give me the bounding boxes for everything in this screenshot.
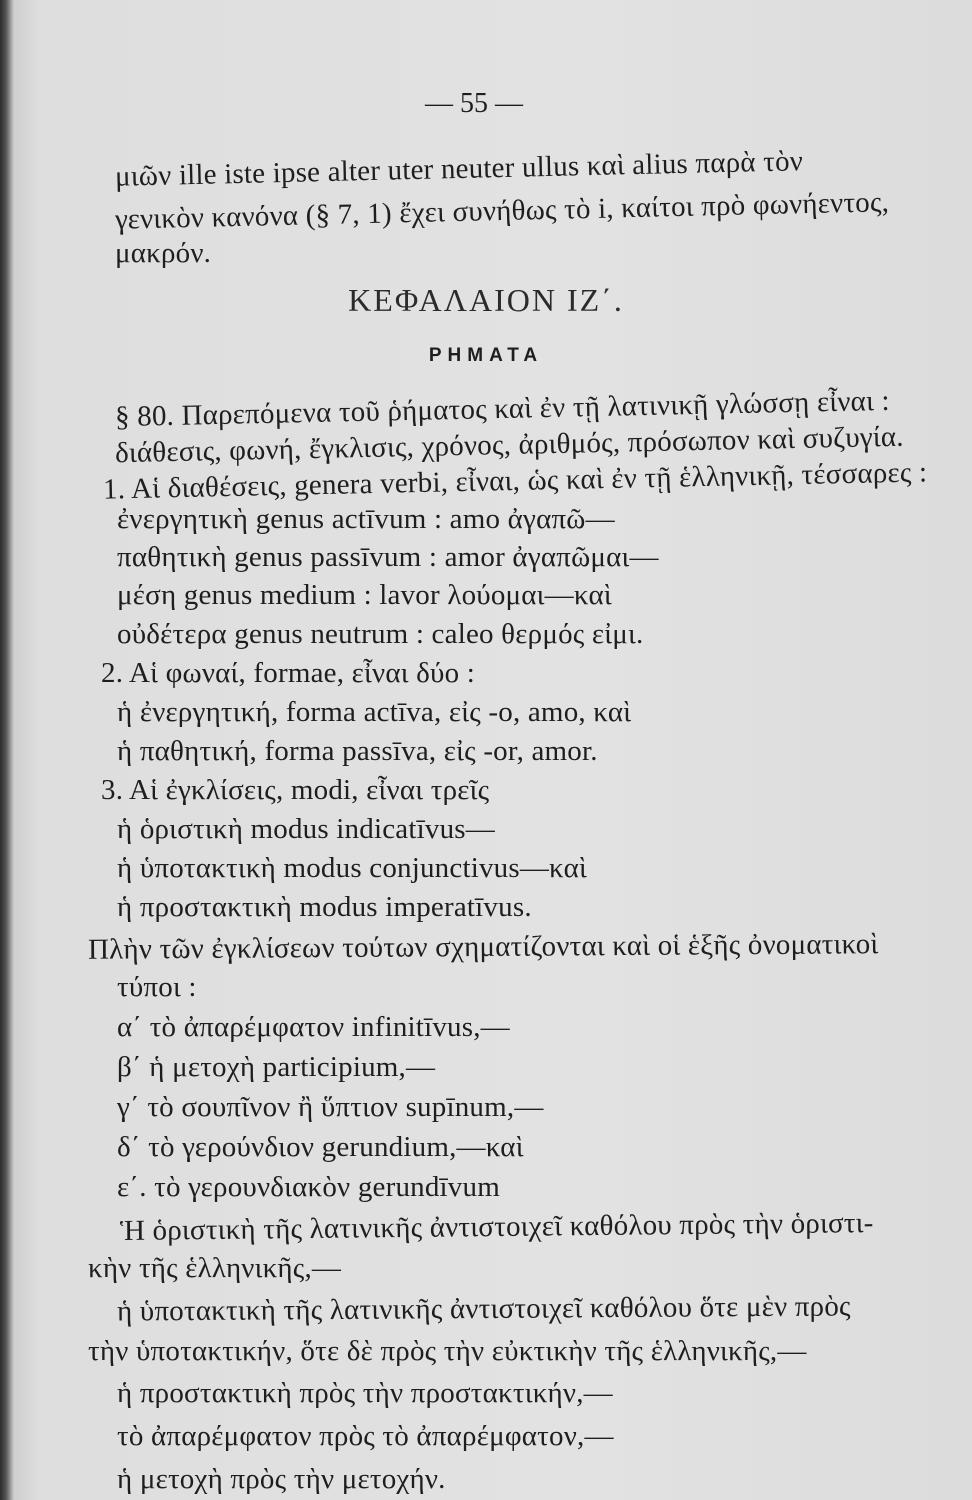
- page-number: — 55 —: [425, 88, 523, 119]
- list-item: ἡ παθητική, forma passīva, εἰς -or, amor.: [117, 735, 598, 767]
- chapter-title: ΚΕΦΑΛΑΙΟΝ ΙΖ΄.: [348, 282, 624, 318]
- paragraph-line: τὴν ὑποτακτικήν, ὅτε δὲ πρὸς τὴν εὐκτικὴν τῆς ἑλληνικῆς,—: [88, 1335, 807, 1367]
- paragraph-line: ἡ ὑποτακτικὴ τῆς λατινικῆς ἀντιστοιχεῖ καθόλου ὅτε μὲν πρὸς: [116, 1290, 851, 1328]
- paragraph-line: 2. Αἱ φωναί, formae, εἶναι δύο :: [101, 657, 476, 689]
- paragraph-line: 3. Αἱ ἐγκλίσεις, modi, εἶναι τρεῖς: [101, 774, 490, 806]
- paragraph-line: τύποι :: [117, 971, 197, 1003]
- paragraph-line: διάθεσις, φωνή, ἔγκλισις, χρόνος, ἀριθμός, πρόσωπον καὶ συζυγία.: [114, 420, 905, 470]
- intro-line: μιῶν ille iste ipse alter uter neuter ullus καὶ alius παρὰ τὸν: [114, 145, 804, 193]
- paragraph-line: § 80. Παρεπόμενα τοῦ ῥήματος καὶ ἐν τῇ λατινικῇ γλώσσῃ εἶναι :: [114, 384, 891, 434]
- intro-line: μακρόν.: [115, 237, 212, 269]
- list-item: ἡ προστακτικὴ πρὸς τὴν προστακτικήν,—: [117, 1377, 613, 1409]
- paragraph-line: Πλὴν τῶν ἐγκλίσεων τούτων σχηματίζονται καὶ οἱ ἑξῆς ὀνοματικοὶ: [87, 928, 879, 966]
- list-item: ἡ ἐνεργητική, forma actīva, εἰς -o, amo, καὶ: [117, 696, 632, 728]
- list-item: α΄ τὸ ἀπαρέμφατον infinitīvus,—: [117, 1011, 510, 1043]
- list-item: ε΄. τὸ γερουνδιακὸν gerundīvum: [117, 1171, 500, 1203]
- list-item: τὸ ἀπαρέμφατον πρὸς τὸ ἀπαρέμφατον,—: [117, 1420, 614, 1452]
- list-item: παθητικὴ genus passīvum : amor ἀγαπῶμαι—: [117, 541, 659, 573]
- section-title: ΡΗΜΑΤΑ: [428, 345, 544, 366]
- paragraph-line: 1. Αἱ διαθέσεις, genera verbi, εἶναι, ὡς καὶ ἐν τῇ ἑλληνικῇ, τέσσαρες :: [102, 456, 928, 506]
- list-item: μέση genus medium : lavor λούομαι—καὶ: [117, 579, 612, 611]
- list-item: οὐδέτερα genus neutrum : caleo θερμός εἰμι.: [117, 618, 644, 650]
- list-item: ἡ προστακτικὴ modus imperatīvus.: [117, 891, 532, 923]
- list-item: ἡ ὑποτακτικὴ modus conjunctivus—καὶ: [117, 852, 588, 884]
- list-item: ἐνεργητικὴ genus actīvum : amo ἀγαπῶ—: [117, 503, 615, 535]
- paragraph-line: Ἡ ὁριστικὴ τῆς λατινικῆς ἀντιστοιχεῖ καθόλου πρὸς τὴν ὁριστι-: [119, 1207, 874, 1247]
- intro-line: γενικὸν κανόνα (§ 7, 1) ἔχει συνήθως τὸ i, καίτοι πρὸ φωνήεντος,: [114, 186, 890, 236]
- list-item: β΄ ἡ μετοχὴ participium,—: [117, 1051, 436, 1083]
- list-item: ἡ ὁριστικὴ modus indicatīvus—: [117, 813, 495, 845]
- list-item: ἡ μετοχὴ πρὸς τὴν μετοχήν.: [117, 1463, 446, 1495]
- list-item: δ΄ τὸ γερούνδιον gerundium,—καὶ: [117, 1131, 524, 1163]
- paragraph-line: κὴν τῆς ἑλληνικῆς,—: [88, 1252, 342, 1284]
- list-item: γ΄ τὸ σουπῖνον ἢ ὕπτιον supīnum,—: [117, 1091, 544, 1123]
